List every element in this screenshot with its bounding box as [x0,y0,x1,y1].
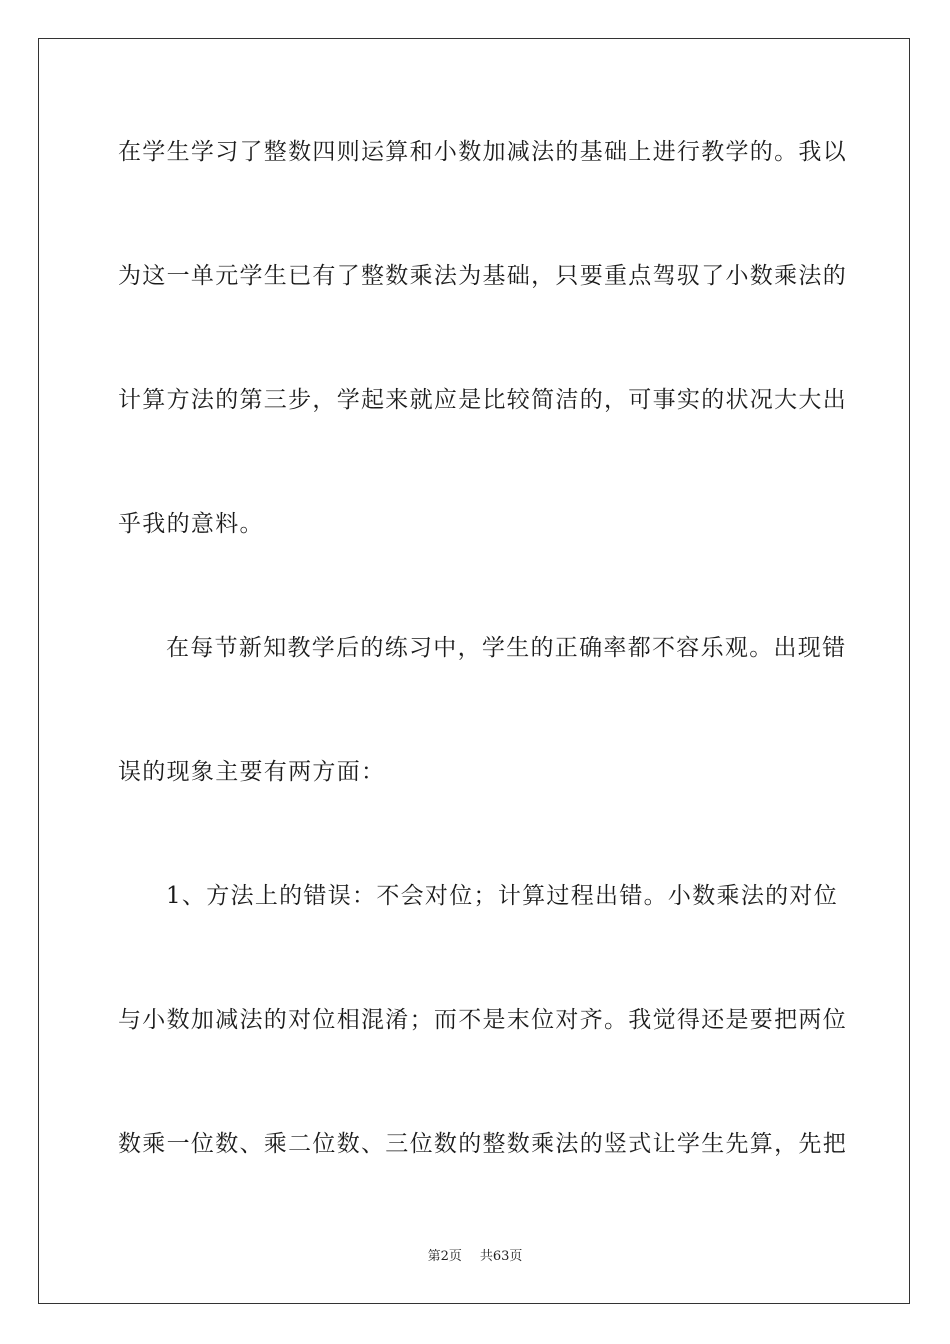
paragraph-line: 误的现象主要有两方面： [118,759,386,785]
page-number: 第2页 [427,1249,462,1264]
page-total: 共63页 [479,1249,523,1264]
paragraph-line: 在学生学习了整数四则运算和小数加减法的基础上进行教学的。我以 [118,139,847,165]
paragraph-line: 计算方法的第三步，学起来就应是比较简洁的，可事实的状况大大出 [118,387,847,413]
paragraph-line: 乎我的意料。 [118,511,264,537]
page-border [38,38,910,1304]
paragraph-line: 数乘一位数、乘二位数、三位数的整数乘法的竖式让学生先算，先把 [118,1131,847,1157]
paragraph-line: 在每节新知教学后的练习中，学生的正确率都不容乐观。出现错 [166,635,847,661]
paragraph-line: 1、方法上的错误：不会对位；计算过程出错。小数乘法的对位 [166,883,839,909]
paragraph-line: 为这一单元学生已有了整数乘法为基础，只要重点驾驭了小数乘法的 [118,263,847,289]
paragraph-line: 与小数加减法的对位相混淆；而不是末位对齐。我觉得还是要把两位 [118,1007,847,1033]
page-footer [0,1248,950,1266]
